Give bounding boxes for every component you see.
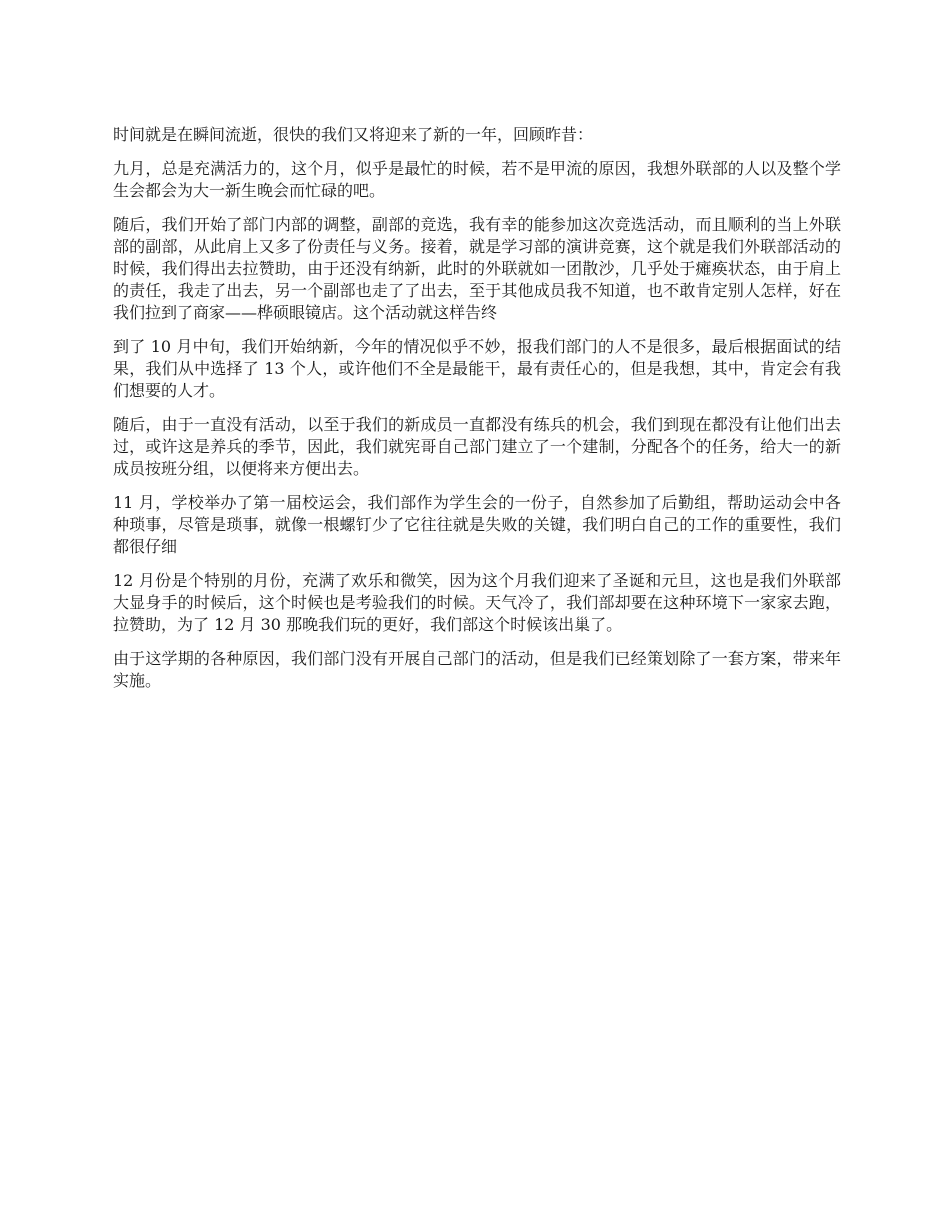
- paragraph-december: 12 月份是个特别的月份，充满了欢乐和微笑，因为这个月我们迎来了圣诞和元旦，这也是我们外联部大显身手的时候后，这个时候也是考验我们的时候。天气冷了，我们部却要在这种环境下一家家去跑，拉赞助，为了 12 月 30 那晚我们玩的更好，我们部这个时候该出巢了。: [113, 571, 841, 634]
- paragraph-october-recruitment: 到了 10 月中旬，我们开始纳新，今年的情况似乎不妙，报我们部门的人不是很多，最后根据面试的结果，我们从中选择了 13 个人，或许他们不全是最能干，最有责任心的，但是我想，其中，肯定会有我们想要的人才。: [113, 337, 841, 400]
- paragraph-november-sports: 11 月，学校举办了第一届校运会，我们部作为学生会的一份子，自然参加了后勤组，帮助运动会中各种琐事，尽管是琐事，就像一根螺钉少了它往往就是失败的关键，我们明白自己的工作的重要性，我们都很仔细: [113, 493, 841, 556]
- paragraph-intro: 时间就是在瞬间流逝，很快的我们又将迎来了新的一年，回顾昨昔：: [113, 125, 594, 144]
- paragraph-department-adjustment: 随后，我们开始了部门内部的调整，副部的竞选，我有幸的能参加这次竞选活动，而且顺利的当上外联部的副部，从此肩上又多了份责任与义务。接着，就是学习部的演讲竞赛，这个就是我们外联部活动的时候，我们得出去拉赞助，由于还没有纳新，此时的外联就如一团散沙，几乎处于瘫痪状态，由于肩上的责任，我走了出去，另一个副部也走了了出去，至于其他成员我不知道，也不敢肯定别人怎样，好在我们拉到了商家——桦硕眼镜店。这个活动就这样告终: [113, 215, 841, 322]
- paragraph-september: 九月，总是充满活力的，这个月，似乎是最忙的时候，若不是甲流的原因，我想外联部的人以及整个学生会都会为大一新生晚会而忙碌的吧。: [113, 159, 841, 200]
- paragraph-conclusion: 由于这学期的各种原因，我们部门没有开展自己部门的活动，但是我们已经策划除了一套方案，带来年实施。: [113, 649, 841, 690]
- paragraph-organization: 随后，由于一直没有活动，以至于我们的新成员一直都没有练兵的机会，我们到现在都没有让他们出去过，或许这是养兵的季节，因此，我们就宪哥自己部门建立了一个建制，分配各个的任务，给大一的新成员按班分组，以便将来方便出去。: [113, 415, 841, 478]
- document-body: [113, 124, 841, 704]
